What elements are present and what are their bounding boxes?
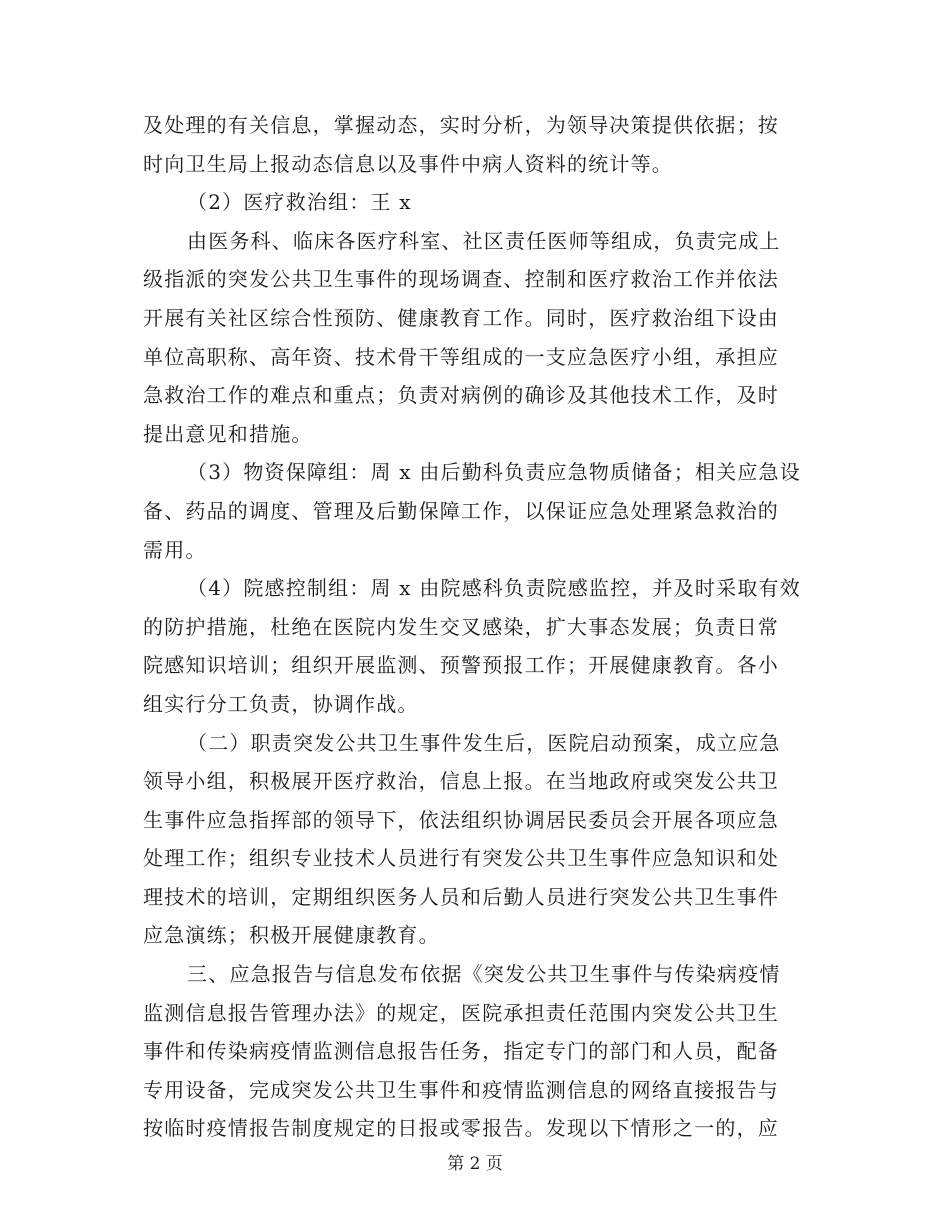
paragraph-infection-control-group <box>143 569 808 723</box>
text-line: 急救治工作的难点和重点；负责对病例的确诊及其他技术工作，及时 <box>143 383 779 408</box>
text-line: 单位高职称、高年资、技术骨干等组成的一支应急医疗小组，承担应 <box>143 344 779 369</box>
text-line: 专用设备，完成突发公共卫生事件和疫情监测信息的网络直接报告与 <box>143 1077 779 1102</box>
text-line: 按临时疫情报告制度规定的日报或零报告。发现以下情形之一的，应 <box>143 1116 779 1141</box>
text-line: 三、应急报告与信息发布依据《突发公共卫生事件与传染病疫情 <box>187 962 781 987</box>
text-line: 的防护措施，杜绝在医院内发生交叉感染，扩大事态发展；负责日常 <box>143 614 779 639</box>
text-line: 监测信息报告管理办法》的规定，医院承担责任范围内突发公共卫生 <box>143 1000 779 1025</box>
paragraph-supplies-group <box>143 453 808 569</box>
text-line: 组实行分工负责，协调作战。 <box>143 691 419 716</box>
text-line: 提出意见和措施。 <box>143 421 313 446</box>
text-line: 处理工作；组织专业技术人员进行有突发公共卫生事件应急知识和处 <box>143 846 779 871</box>
text-line: （二）职责突发公共卫生事件发生后，医院启动预案，成立应急 <box>187 730 781 755</box>
text-line: 事件和传染病疫情监测信息报告任务，指定专门的部门和人员，配备 <box>143 1039 779 1064</box>
text-line: 及处理的有关信息，掌握动态，实时分析，为领导决策提供依据；按 <box>143 113 779 137</box>
page-number: 第 2 页 <box>447 1154 503 1174</box>
text-line: （4）院感控制组：周 x 由院感科负责院感监控，并及时采取有效 <box>187 576 801 601</box>
text-line: 开展有关社区综合性预防、健康教育工作。同时，医疗救治组下设由 <box>143 305 779 330</box>
paragraph-medical-treatment-body <box>143 222 808 454</box>
text-line: 级指派的突发公共卫生事件的现场调查、控制和医疗救治工作并依法 <box>143 267 779 292</box>
text-line: 领导小组，积极展开医疗救治，信息上报。在当地政府或突发公共卫 <box>143 769 779 794</box>
text-line: 理技术的培训，定期组织医务人员和后勤人员进行突发公共卫生事件 <box>143 884 779 909</box>
paragraph-responsibilities <box>143 724 808 956</box>
text-line: 由医务科、临床各医疗科室、社区责任医师等组成，负责完成上 <box>187 228 781 253</box>
paragraph-medical-treatment-heading <box>143 183 808 222</box>
text-line: 生事件应急指挥部的领导下，依法组织协调居民委员会开展各项应急 <box>143 807 779 832</box>
paragraph-info-collection <box>143 106 808 183</box>
text-line: 时向卫生局上报动态信息以及事件中病人资料的统计等。 <box>143 151 673 176</box>
text-line: （3）物资保障组：周 x 由后勤科负责应急物质储备；相关应急设 <box>187 460 801 485</box>
text-line: 需用。 <box>143 537 207 562</box>
text-line: 院感知识培训；组织开展监测、预警预报工作；开展健康教育。各小 <box>143 653 779 678</box>
paragraph-emergency-reporting <box>143 955 808 1148</box>
text-line: 应急演练；积极开展健康教育。 <box>143 923 440 948</box>
text-line: 备、药品的调度、管理及后勤保障工作，以保证应急处理紧急救治的 <box>143 498 779 523</box>
text-line: （2）医疗救治组：王 x <box>187 190 412 215</box>
document-body <box>143 106 808 1148</box>
